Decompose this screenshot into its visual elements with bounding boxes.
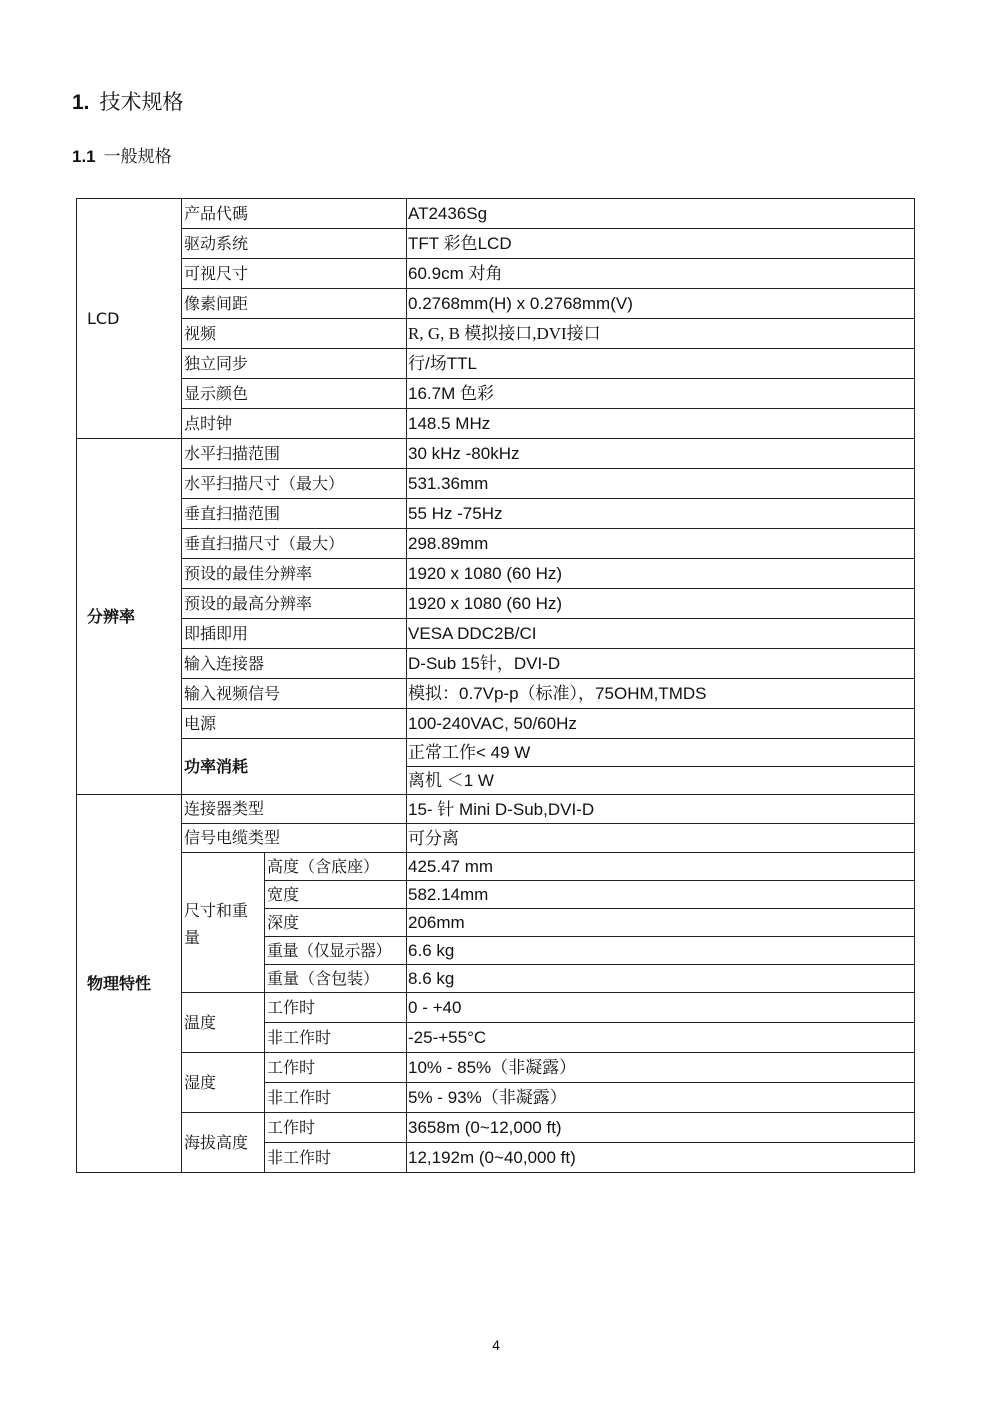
spec-value: AT2436Sg (407, 199, 915, 229)
spec-value: D-Sub 15针，DVI-D (407, 649, 915, 679)
table-row (77, 1113, 915, 1143)
spec-label: 可视尺寸 (182, 259, 407, 289)
spec-value: 148.5 MHz (407, 409, 915, 439)
spec-label-power: 功率消耗 (182, 739, 407, 795)
spec-label: 垂直扫描尺寸（最大） (182, 529, 407, 559)
spec-label: 即插即用 (182, 619, 407, 649)
table-row (77, 853, 915, 881)
spec-value: 16.7M 色彩 (407, 379, 915, 409)
section-heading-1-1 (72, 142, 172, 167)
spec-value: 1920 x 1080 (60 Hz) (407, 589, 915, 619)
spec-label: 水平扫描尺寸（最大） (182, 469, 407, 499)
table-row (77, 824, 915, 853)
heading-number: 1. (72, 91, 90, 114)
spec-value: 模拟：0.7Vp-p（标准），75OHM,TMDS (407, 679, 915, 709)
spec-sublabel: 工作时 (265, 1053, 407, 1083)
table-row (77, 559, 915, 589)
table-row (77, 529, 915, 559)
spec-value: 206mm (407, 909, 915, 937)
table-row (77, 709, 915, 739)
spec-value: 30 kHz -80kHz (407, 439, 915, 469)
spec-label: 输入视频信号 (182, 679, 407, 709)
table-row (77, 649, 915, 679)
spec-label-humidity: 湿度 (182, 1053, 265, 1113)
spec-value: 5% - 93%（非凝露） (407, 1083, 915, 1113)
spec-sublabel: 非工作时 (265, 1023, 407, 1053)
spec-label-dims: 尺寸和重量 (182, 853, 265, 993)
heading-number: 1.1 (72, 147, 96, 166)
table-row (77, 993, 915, 1023)
spec-label: 水平扫描范围 (182, 439, 407, 469)
spec-value: TFT 彩色LCD (407, 229, 915, 259)
spec-sublabel: 工作时 (265, 1113, 407, 1143)
spec-label-altitude: 海拔高度 (182, 1113, 265, 1173)
section-physical: 物理特性 (77, 795, 182, 1173)
section-resolution: 分辨率 (77, 439, 182, 795)
spec-label: 输入连接器 (182, 649, 407, 679)
spec-sublabel: 高度（含底座） (265, 853, 407, 881)
table-row (77, 229, 915, 259)
table-row (77, 1053, 915, 1083)
table-row (77, 409, 915, 439)
heading-text: 技术规格 (99, 90, 184, 114)
spec-value: 6.6 kg (407, 937, 915, 965)
spec-sublabel: 非工作时 (265, 1083, 407, 1113)
table-row (77, 289, 915, 319)
spec-value: 1920 x 1080 (60 Hz) (407, 559, 915, 589)
table-row (77, 439, 915, 469)
section-lcd: LCD (77, 199, 182, 439)
spec-value: 298.89mm (407, 529, 915, 559)
spec-value: VESA DDC2B/CI (407, 619, 915, 649)
spec-label: 视频 (182, 319, 407, 349)
table-row (77, 619, 915, 649)
spec-label: 连接器类型 (182, 795, 407, 824)
spec-label: 驱动系统 (182, 229, 407, 259)
spec-value: 0 - +40 (407, 993, 915, 1023)
spec-label: 垂直扫描范围 (182, 499, 407, 529)
spec-table (76, 198, 915, 1173)
spec-label-temperature: 温度 (182, 993, 265, 1053)
spec-value: 531.36mm (407, 469, 915, 499)
spec-sublabel: 重量（含包装） (265, 965, 407, 993)
spec-sublabel: 非工作时 (265, 1143, 407, 1173)
table-row (77, 795, 915, 824)
spec-value: 12,192m (0~40,000 ft) (407, 1143, 915, 1173)
spec-sublabel: 宽度 (265, 881, 407, 909)
spec-label: 点时钟 (182, 409, 407, 439)
spec-value: 可分离 (407, 824, 915, 853)
spec-sublabel: 工作时 (265, 993, 407, 1023)
spec-label: 预设的最高分辨率 (182, 589, 407, 619)
table-row (77, 319, 915, 349)
spec-value: 100-240VAC, 50/60Hz (407, 709, 915, 739)
spec-label: 像素间距 (182, 289, 407, 319)
spec-label: 独立同步 (182, 349, 407, 379)
spec-sublabel: 重量（仅显示器） (265, 937, 407, 965)
spec-value: -25-+55°C (407, 1023, 915, 1053)
table-row (77, 349, 915, 379)
spec-value: 15- 针 Mini D-Sub,DVI-D (407, 795, 915, 824)
table-row (77, 469, 915, 499)
section-heading-1 (72, 86, 184, 116)
table-row (77, 199, 915, 229)
spec-value: 55 Hz -75Hz (407, 499, 915, 529)
spec-value: 正常工作< 49 W (407, 739, 915, 767)
table-row (77, 679, 915, 709)
spec-value: 425.47 mm (407, 853, 915, 881)
spec-value: R, G, B 模拟接口,DVI接口 (407, 319, 915, 349)
table-row (77, 259, 915, 289)
spec-value: 离机 ＜1 W (407, 767, 915, 795)
table-row (77, 499, 915, 529)
table-row (77, 589, 915, 619)
spec-value: 0.2768mm(H) x 0.2768mm(V) (407, 289, 915, 319)
table-row (77, 379, 915, 409)
spec-label: 电源 (182, 709, 407, 739)
spec-sublabel: 深度 (265, 909, 407, 937)
spec-value: 3658m (0~12,000 ft) (407, 1113, 915, 1143)
spec-label: 显示颜色 (182, 379, 407, 409)
spec-value: 582.14mm (407, 881, 915, 909)
spec-value: 行/场TTL (407, 349, 915, 379)
spec-value: 8.6 kg (407, 965, 915, 993)
spec-label: 预设的最佳分辨率 (182, 559, 407, 589)
spec-value: 10% - 85%（非凝露） (407, 1053, 915, 1083)
spec-label: 产品代碼 (182, 199, 407, 229)
spec-label: 信号电缆类型 (182, 824, 407, 853)
heading-text: 一般规格 (103, 147, 172, 167)
spec-value: 60.9cm 对角 (407, 259, 915, 289)
page-number: 4 (492, 1337, 500, 1353)
table-row (77, 739, 915, 767)
